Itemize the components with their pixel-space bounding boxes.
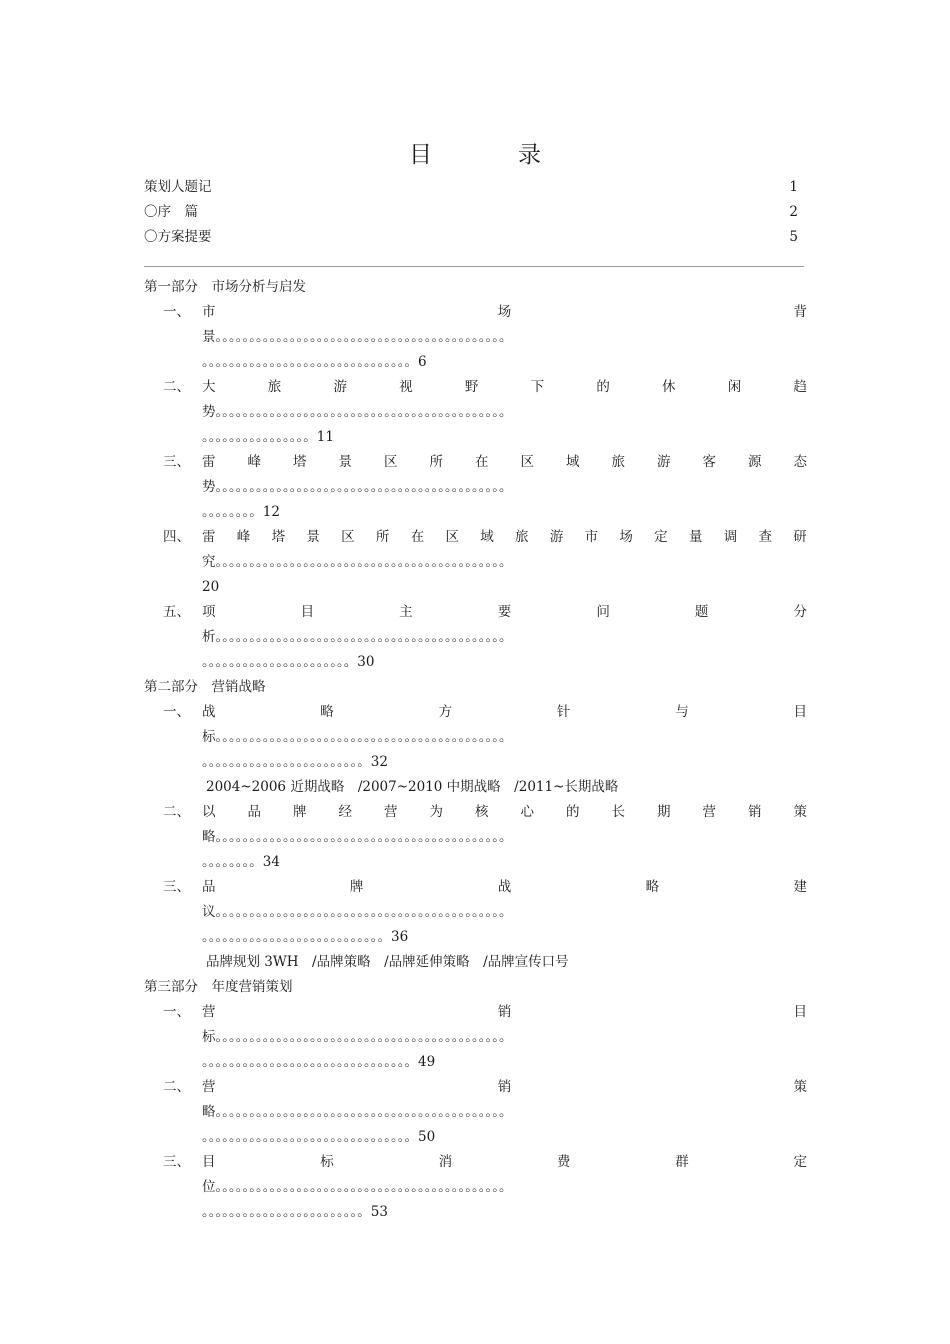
item-title [202,303,807,321]
item-title [202,453,807,471]
dot-leader: 。。。。。。。。。。。。。。。。。。。。。。。。。。。。。。。。。。。。。。。。。。。 [215,904,513,920]
dot-leader: 。。。。。。。。。。。。。。。。。。。。。。。。。。。。。。。 [202,1054,418,1070]
item-title-char: 游 [333,379,347,395]
item-title-char: 市 [202,304,216,320]
item-title-char: 品 [202,879,216,895]
item-number: 一、 [163,704,190,720]
item-title [202,528,807,546]
item-page-number: 34 [262,854,280,870]
dot-leader: 。。。。。。。。。。。。。。。。。。。。。。。。 [202,1204,371,1220]
item-title-char: 主 [399,604,413,620]
item-title-char: 休 [662,379,676,395]
item-title-last-char: 势 [202,404,216,420]
dot-leader: 。。。。。。。。。。。。。。。。。。。。。。。。。。。。。。。 [202,1129,418,1145]
item-title-char: 费 [556,1154,571,1170]
item-title-char: 塔 [271,529,286,545]
item-title [202,1153,807,1171]
dot-leader: 。。。。。。。。。。。。。。。。 [202,429,317,445]
item-title-char: 题 [694,604,709,620]
item-title-char: 游 [657,454,671,470]
item-title-char: 游 [549,529,564,545]
item-title-char: 下 [530,379,545,395]
item-title-char: 峰 [247,454,261,470]
front-matter-page: 2 [789,204,798,220]
item-page-number: 20 [202,579,220,595]
item-title-char: 趋 [793,379,807,395]
item-title-continuation [202,478,807,496]
item-title-char: 标 [320,1154,334,1170]
item-subtopics: 2004~2006 近期战略 /2007~2010 中期战略 /2011~长期战略 [206,779,619,795]
front-matter-label: 〇方案提要 [144,229,212,245]
item-title-char: 在 [410,529,425,545]
item-title-last-char: 略 [202,1104,216,1120]
item-title-char: 峰 [236,529,251,545]
item-title-char: 消 [438,1154,453,1170]
dot-leader: 。。。。。。。。。。。。。。。。。。。。。。。。。。。。。。。。。。。。。。。。。。。 [215,554,513,570]
item-title-last-char: 略 [202,829,216,845]
item-title-continuation [202,1028,807,1046]
item-title [202,1078,807,1096]
item-title-continuation [202,553,807,571]
item-title-char: 态 [793,454,807,470]
item-title-char: 针 [556,704,571,720]
title-right: 录 [518,142,541,168]
item-title-char: 品 [247,804,261,820]
item-title-continuation [202,828,807,846]
item-title-char: 为 [429,804,443,820]
item-title-char: 的 [596,379,610,395]
item-title-char: 景 [306,529,320,545]
item-title-char: 塔 [293,454,307,470]
dot-leader: 。。。。。。。。。。。。。。。。。。。。。。。。。。。。。。。。。。。。。。。。。。。 [215,1104,513,1120]
dot-leader-line [202,928,408,946]
item-title-char: 旅 [267,379,282,395]
item-title-char: 略 [645,879,660,895]
dot-leader: 。。。。。。。。。。。。。。。。。。。。。。。。。。。。。。。。。。。。。。。。。。。 [215,404,513,420]
item-title-char: 策 [793,804,807,820]
item-title-char: 域 [566,454,580,470]
dot-leader-line [202,428,334,446]
item-title-char: 区 [520,454,534,470]
dot-leader: 。。。。。。。。。。。。。。。。。。。。。。。。。。。。。。。。。。。。。。。。。。。 [215,629,513,645]
dot-leader: 。。。。。。。。。。。。。。。。。。。。。。。。。。。。。。。。。。。。。。。。。。。 [215,329,513,345]
item-title-char: 项 [202,604,216,620]
dot-leader: 。。。。。。。。。。。。。。。。。。。。。。。。。。。 [202,929,391,945]
item-title-char: 调 [723,529,738,545]
item-page-number: 6 [418,354,427,370]
dot-leader: 。。。。。。。。 [202,854,263,870]
dot-leader-line [202,1128,435,1146]
item-title [202,378,807,396]
item-title-char: 营 [202,1004,216,1020]
item-title-char: 野 [464,379,479,395]
item-title-char: 雷 [202,529,216,545]
item-title-char: 期 [657,804,671,820]
front-matter-label: 策划人题记 [144,179,212,195]
item-number: 二、 [163,379,190,395]
item-title-char: 闲 [727,379,742,395]
item-title-char: 分 [793,604,807,620]
item-number: 二、 [163,804,190,820]
item-title-last-char: 议 [202,904,216,920]
item-number: 二、 [163,1079,190,1095]
item-title-char: 市 [584,529,599,545]
item-page-number: 36 [391,929,409,945]
item-title-last-char: 标 [202,729,216,745]
item-title-char: 以 [202,804,216,820]
item-title-char: 营 [702,804,716,820]
item-title-char: 雷 [202,454,216,470]
item-title-char: 大 [202,379,216,395]
dot-leader: 。。。。。。。。。。。。。。。。。。。。。。 [202,654,358,670]
item-title-char: 客 [702,454,716,470]
item-number: 三、 [163,454,190,470]
item-title-char: 建 [793,879,807,895]
item-title [202,703,807,721]
item-title-char: 旅 [611,454,625,470]
item-number: 一、 [163,304,190,320]
item-title-last-char: 究 [202,554,216,570]
item-title-char: 旅 [515,529,529,545]
item-title-char: 在 [475,454,489,470]
item-page-number: 49 [418,1054,436,1070]
item-title-char: 销 [497,1079,512,1095]
item-title-continuation [202,328,807,346]
item-title-continuation [202,1178,807,1196]
item-title [202,878,807,896]
item-title-char: 营 [384,804,398,820]
item-title-char: 查 [758,529,772,545]
item-title-char: 营 [202,1079,216,1095]
item-title-char: 场 [619,529,633,545]
front-matter-page: 5 [789,229,798,245]
item-title-char: 区 [341,529,355,545]
item-page-number: 12 [262,504,280,520]
item-subtopics: 品牌规划 3WH /品牌策略 /品牌延伸策略 /品牌宣传口号 [206,954,569,970]
item-title [202,1003,807,1021]
item-title-char: 目 [793,1004,807,1020]
dot-leader: 。。。。。。。。。。。。。。。。。。。。。。。。。。。。。。。。。。。。。。。。。。。 [215,479,513,495]
item-title-char: 经 [338,804,352,820]
dot-leader: 。。。。。。。。 [202,504,263,520]
item-title-char: 目 [300,604,315,620]
item-title-continuation [202,728,807,746]
dot-leader-line [202,753,388,771]
part-heading: 第三部分 年度营销策划 [144,979,293,995]
item-title-char: 核 [475,804,489,820]
item-title-char: 区 [384,454,398,470]
item-title-last-char: 势 [202,479,216,495]
item-title-last-char: 位 [202,1179,216,1195]
dot-leader: 。。。。。。。。。。。。。。。。。。。。。。。。。。。。。。。。。。。。。。。。。。。 [215,1029,513,1045]
part-heading: 第一部分 市场分析与启发 [144,279,306,295]
front-matter-label: 〇序 篇 [144,204,198,220]
item-title [202,803,807,821]
dot-leader-line [202,853,280,871]
item-title-char: 要 [497,604,512,620]
dot-leader-line [202,1053,435,1071]
item-title-char: 销 [497,1004,512,1020]
item-title-char: 与 [675,704,689,720]
item-title-char: 定 [654,529,668,545]
item-title-char: 心 [520,804,534,820]
item-page-number: 53 [370,1204,388,1220]
dot-leader: 。。。。。。。。。。。。。。。。。。。。。。。。。。。。。。。。。。。。。。。。。。。 [215,829,513,845]
item-title-continuation [202,628,807,646]
dot-leader-line [202,1203,388,1221]
item-title-char: 销 [748,804,762,820]
divider [144,266,804,267]
item-title-char: 牌 [349,879,364,895]
item-title-char: 牌 [293,804,307,820]
item-title-char: 研 [793,529,807,545]
dot-leader: 。。。。。。。。。。。。。。。。。。。。。。。。。。。。。。。 [202,354,418,370]
item-title-last-char: 标 [202,1029,216,1045]
dot-leader: 。。。。。。。。。。。。。。。。。。。。。。。。。。。。。。。。。。。。。。。。。。。 [215,1179,513,1195]
item-title-char: 方 [438,704,453,720]
item-title-char: 景 [338,454,352,470]
dot-leader: 。。。。。。。。。。。。。。。。。。。。。。。。。。。。。。。。。。。。。。。。。。。 [215,729,513,745]
item-page-number: 50 [418,1129,436,1145]
dot-leader-line [202,653,374,671]
dot-leader-line [202,353,427,371]
item-title-char: 目 [202,1154,216,1170]
item-number: 一、 [163,1004,190,1020]
item-title-continuation [202,403,807,421]
item-number: 四、 [163,529,190,545]
title-left: 目 [409,142,432,168]
item-title-continuation [202,1103,807,1121]
item-title-char: 定 [793,1154,807,1170]
part-heading: 第二部分 营销战略 [144,679,266,695]
item-title-char: 长 [611,804,625,820]
item-title-char: 背 [793,304,807,320]
item-title-char: 战 [497,879,512,895]
item-title-char: 量 [688,529,703,545]
item-page-number: 32 [370,754,388,770]
item-title-char: 视 [399,379,413,395]
item-title-char: 略 [320,704,334,720]
item-title-char: 所 [429,454,443,470]
front-matter-page: 1 [789,179,798,195]
item-title [202,603,807,621]
item-title-last-char: 析 [202,629,216,645]
item-title-char: 群 [675,1154,689,1170]
dot-leader-line [202,578,219,596]
item-page-number: 11 [316,429,334,445]
dot-leader-line [202,503,280,521]
page-title [0,136,950,169]
item-title-continuation [202,903,807,921]
item-number: 五、 [163,604,190,620]
item-title-char: 域 [480,529,494,545]
item-title-char: 目 [793,704,807,720]
item-title-char: 的 [566,804,580,820]
item-title-char: 战 [202,704,216,720]
item-title-last-char: 景 [202,329,216,345]
item-title-char: 所 [375,529,390,545]
item-title-char: 问 [596,604,610,620]
item-number: 三、 [163,1154,190,1170]
item-title-char: 源 [748,454,762,470]
item-number: 三、 [163,879,190,895]
item-title-char: 场 [497,304,512,320]
dot-leader: 。。。。。。。。。。。。。。。。。。。。。。。。 [202,754,371,770]
item-page-number: 30 [357,654,375,670]
item-title-char: 区 [445,529,459,545]
item-title-char: 策 [793,1079,807,1095]
